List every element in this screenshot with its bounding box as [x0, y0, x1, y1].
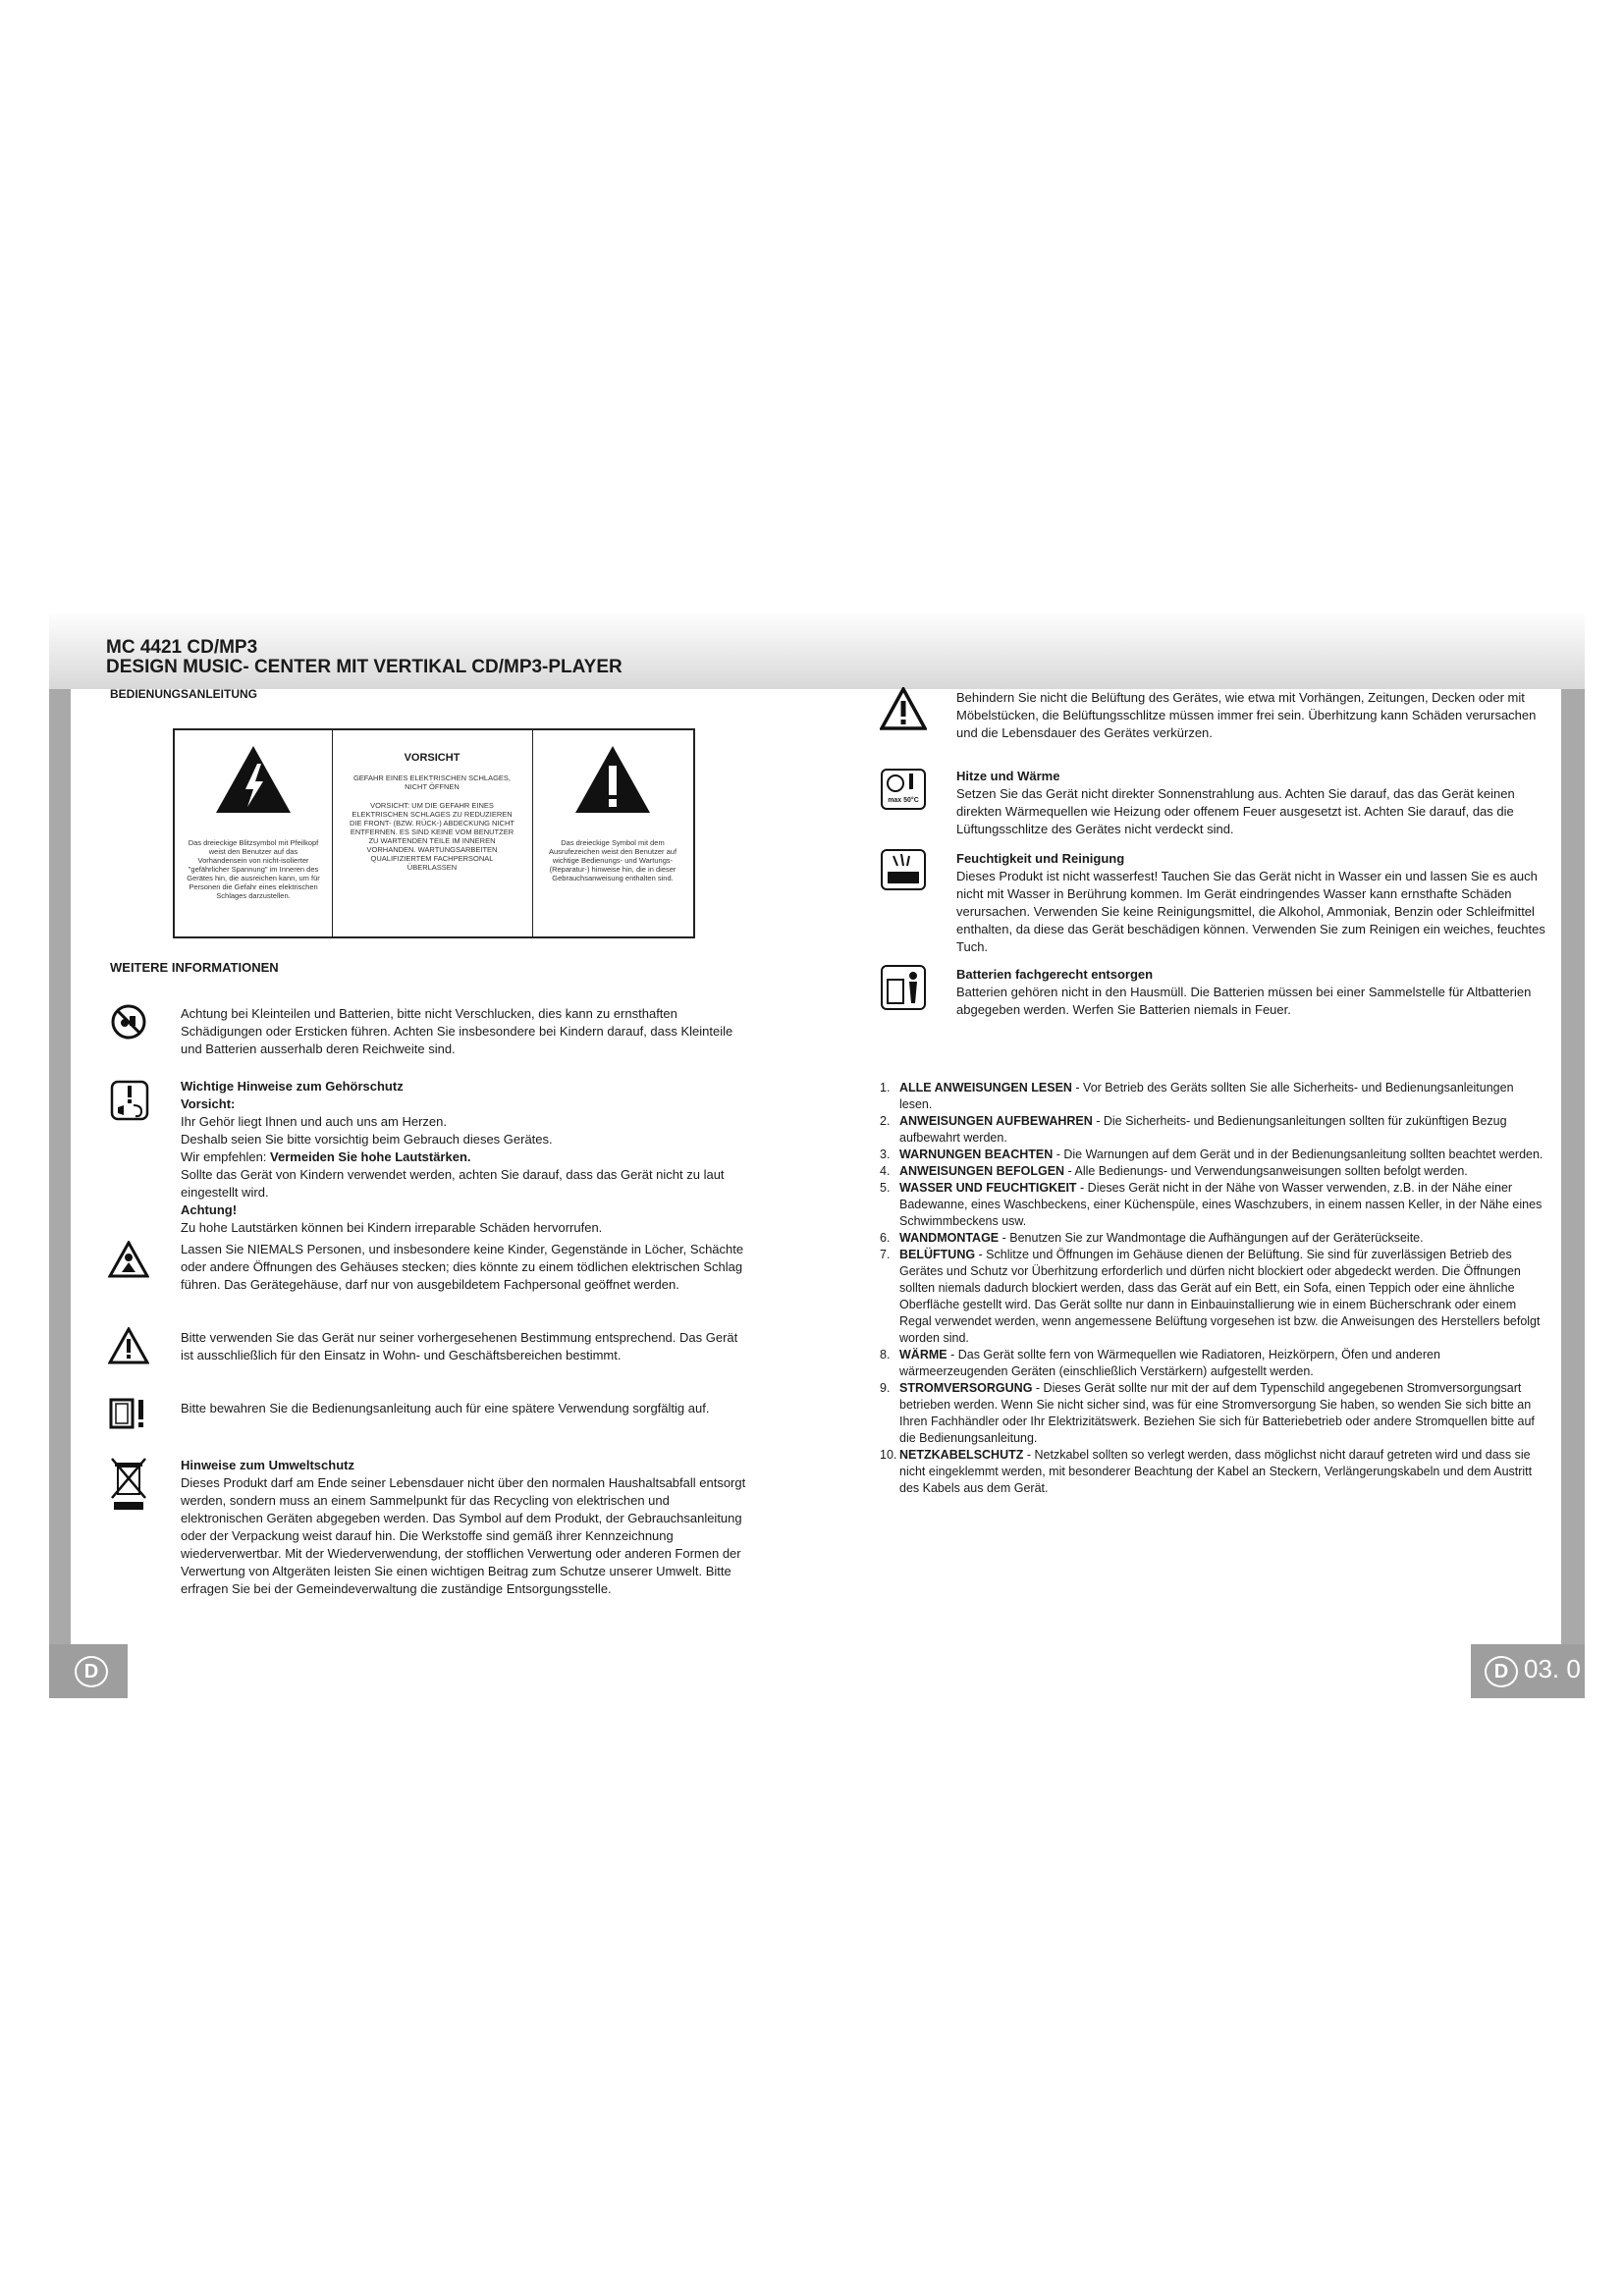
environment-section: [181, 1457, 754, 1598]
list-item-text: - Dieses Gerät sollte nur mit der auf dem Typenschild angegebenen Stromversorgungsart betrieben werden. Wenn Sie nicht sicher sind, was für eine Stromversorgung Sie haben, so wenden Sie sich bitte an Ihren Fachhändler oder Ihr Elektrizitätswerk. Beziehen Sie sich für Batteriebetrieb oder andere Stromquellen bitte auf die Bedienungsanleitung.: [899, 1381, 1535, 1445]
heat-temperature-icon: [880, 768, 927, 811]
manual-book-icon: [108, 1396, 149, 1431]
weee-bin-icon: [110, 1457, 147, 1512]
lightning-cell: [175, 730, 333, 936]
hearing-line-3: [181, 1148, 750, 1166]
safety-list-item: [880, 1447, 1543, 1497]
hearing-line-1: Ihr Gehör liegt Ihnen und auch uns am Herzen.: [181, 1114, 447, 1129]
environment-title: Hinweise zum Umweltschutz: [181, 1458, 354, 1472]
list-item-heading: STROMVERSORGUNG: [899, 1381, 1033, 1395]
safety-list-container: [880, 1080, 1543, 1497]
caution-title: VORSICHT: [404, 752, 460, 764]
manual-subtitle: BEDIENUNGSANLEITUNG: [110, 687, 258, 701]
list-item-text: - Schlitze und Öffnungen im Gehäuse dienen der Belüftung. Sie sind für zuverlässigen Betrieb des Gerätes und Schutz vor Überhitzung erforderlich und dürfen nicht blockiert oder abgedeckt werden. Die Öffnungen sollten niemals dadurch blockiert werden, dass das Gerät auf ein Bett, ein Sofa, einen Teppich oder eine ähnliche Oberfläche gestellt wird. Das Gerät sollte nur dann in Einbauinstallierung wie in einem Bücherschrank oder einem Regal verwendet werden, wenn angemessene Belüftung vorgesehen ist bzw. die Anweisungen des Herstellers befolgt worden sind.: [899, 1248, 1541, 1345]
safety-list-item: [880, 1247, 1543, 1347]
hearing-line-5: Zu hohe Lautstärken können bei Kindern irreparable Schäden hervorrufen.: [181, 1220, 603, 1235]
heat-title: Hitze und Wärme: [956, 769, 1060, 783]
humidity-text: Dieses Produkt ist nicht wasserfest! Tauchen Sie das Gerät nicht in Wasser ein und lassen Sie es auch nicht mit Wasser in Berührung kommen. Im Gerät eindringendes Wasser kann ernsthafte Schäden verursachen. Verwenden Sie keine Reinigungsmittel, die Alkohol, Ammoniak, Benzin oder Schleifmittel enthalten, da diese das Gerät beschädigen können. Verwenden Sie zum Reinigen ein weiches, feuchtes Tuch.: [956, 869, 1545, 954]
safety-list-item: [880, 1080, 1543, 1113]
further-info-heading: WEITERE INFORMATIONEN: [110, 960, 279, 975]
list-item-heading: ANWEISUNGEN AUFBEWAHREN: [899, 1114, 1093, 1128]
lightning-warning-icon: [214, 744, 293, 815]
safety-warning-box: [173, 728, 695, 938]
list-item-heading: WARNUNGEN BEACHTEN: [899, 1148, 1054, 1161]
page-number: 03. 0: [1524, 1654, 1581, 1683]
humidity-cleaning-icon: [880, 848, 927, 891]
exclamation-small-icon: [108, 1327, 149, 1364]
ventilation-warning-icon: [880, 687, 927, 730]
intended-use-text: Bitte verwenden Sie das Gerät nur seiner vorhergesehenen Bestimmung entsprechend. Das Gerät ist ausschließlich für den Einsatz in Wohn- und Geschäftsbereichen bestimmt.: [181, 1330, 738, 1362]
list-item-number: 3.: [880, 1148, 891, 1161]
safety-instructions-list: [880, 1080, 1543, 1497]
list-item-heading: ANWEISUNGEN BEFOLGEN: [899, 1164, 1065, 1178]
manual-spread: [49, 611, 1585, 1698]
hearing-line-2: Deshalb seien Sie bitte vorsichtig beim Gebrauch dieses Gerätes.: [181, 1132, 553, 1147]
manual-text: Bitte bewahren Sie die Bedienungsanleitung auch für eine spätere Verwendung sorgfältig auf.: [181, 1401, 710, 1415]
small-parts-text: Achtung bei Kleinteilen und Batterien, bitte nicht Verschlucken, dies kann zu ernsthaften Schädigungen oder Ersticken führen. Achten Sie insbesondere bei Kindern darauf, dass Kleinteile und Batterien ausserhalb deren Reichweite sind.: [181, 1006, 733, 1056]
list-item-text: - Netzkabel sollten so verlegt werden, dass möglichst nicht darauf getreten wird und dass sie nicht eingeklemmt werden, mit besonderer Beachtung der Kabel an Steckern, Verlängerungskabeln und dem Austritt des Kabels aus dem Gerät.: [899, 1448, 1533, 1495]
safety-list-item: [880, 1163, 1543, 1180]
caution-text-1: GEFAHR EINES ELEKTRISCHEN SCHLAGES, NICHT ÖFFNEN: [352, 774, 512, 791]
list-item-number: 6.: [880, 1231, 891, 1245]
battery-disposal-icon: [880, 964, 927, 1011]
list-item-number: 10.: [880, 1448, 897, 1462]
list-item-heading: WASSER UND FEUCHTIGKEIT: [899, 1181, 1077, 1195]
document-title: [106, 638, 623, 677]
hearing-section: [181, 1078, 750, 1237]
language-badge-right: D: [1485, 1656, 1518, 1687]
humidity-title: Feuchtigkeit und Reinigung: [956, 851, 1125, 866]
caution-text-2: VORSICHT: UM DIE GEFAHR EINES ELEKTRISCHEN SCHLAGES ZU REDUZIEREN DIE FRONT- (BZW. RÜCK-) ABDECKUNG NICHT ENTFERNEN. ES SIND KEINE VOM BENUTZER ZU WARTENDEN TEILE IM INNEREN VORHANDEN. WARTUNGSARBEITEN QUALIFIZIERTEM FACHPERSONAL ÜBERLASSEN: [350, 801, 514, 872]
product-title: DESIGN MUSIC- CENTER MIT VERTIKAL CD/MP3-PLAYER: [106, 657, 623, 677]
battery-title: Batterien fachgerecht entsorgen: [956, 967, 1154, 982]
exclamation-warning-icon: [573, 744, 652, 815]
list-item-text: - Die Warnungen auf dem Gerät und in der Bedienungsanleitung sollten beachtet werden.: [1053, 1148, 1543, 1161]
hearing-protection-icon: [110, 1080, 149, 1121]
list-item-heading: BELÜFTUNG: [899, 1248, 976, 1261]
child-shock-warning-icon: [108, 1241, 149, 1278]
hearing-recommend: Wir empfehlen:: [181, 1149, 271, 1164]
list-item-heading: NETZKABELSCHUTZ: [899, 1448, 1024, 1462]
list-item-text: - Dieses Gerät nicht in der Nähe von Wasser verwenden, z.B. in der Nähe einer Badewanne, eines Waschbeckens, einer Küchenspüle, eines Waschzubers, in einem nassen Keller, in der Nähe eines Schwimmbeckens usw.: [899, 1181, 1543, 1228]
safety-list-item: [880, 1113, 1543, 1147]
safety-list-item: [880, 1147, 1543, 1163]
battery-text: Batterien gehören nicht in den Hausmüll. Die Batterien müssen bei einer Sammelstelle für Altbatterien abgegeben werden. Werfen Sie Batterien niemals in Feuer.: [956, 985, 1532, 1017]
ventilation-text: Behindern Sie nicht die Belüftung des Gerätes, wie etwa mit Vorhängen, Zeitungen, Decken oder mit Möbelstücken, die Belüftungsschlitze müssen immer frei sein. Überhitzung kann Schäden verursachen und die Lebensdauer des Gerätes verkürzen.: [956, 690, 1537, 740]
right-side-bar: [1561, 689, 1585, 1698]
safety-list-item: [880, 1347, 1543, 1380]
list-item-number: 7.: [880, 1248, 891, 1261]
environment-text: Dieses Produkt darf am Ende seiner Lebensdauer nicht über den normalen Haushaltsabfall entsorgt werden, sondern muss an einem Sammelpunkt für das Recycling von elektrischen und elektronischen Geräten abgegeben werden. Das Symbol auf dem Produkt, der Gebrauchsanleitung oder der Verpackung weist darauf hin. Die Werkstoffe sind gemäß ihrer Kennzeichnung wiederverwertbar. Mit der Wiederverwendung, der stofflichen Verwertung oder anderen Formen der Verwertung von Altgeräten leisten Sie einen wichtigen Beitrag zum Schutze unserer Umwelt. Bitte erfragen Sie bei der Gemeindeverwaltung die zuständige Entsorgungsstelle.: [181, 1475, 746, 1596]
list-item-text: - Alle Bedienungs- und Verwendungsanweisungen sollten befolgt werden.: [1064, 1164, 1468, 1178]
heat-icon-label: max 50°C: [888, 797, 919, 804]
caution-cell: [332, 730, 533, 936]
lightning-text: Das dreieckige Blitzsymbol mit Pfeilkopf weist den Benutzer auf das Vorhandensein von nicht-isolierter "gefährlicher Spannung" im Inneren des Gerätes hin, die ausreichen kann, um für Personen die Gefahr eines elektrischen Schlages darzustellen.: [187, 838, 320, 900]
language-badge-left: D: [75, 1656, 108, 1687]
list-item-heading: ALLE ANWEISUNGEN LESEN: [899, 1081, 1072, 1095]
heat-section: [956, 768, 1557, 838]
list-item-number: 5.: [880, 1181, 891, 1195]
hearing-attention: Achtung!: [181, 1202, 238, 1217]
list-item-number: 1.: [880, 1081, 891, 1095]
hearing-line-4: Sollte das Gerät von Kindern verwendet werden, achten Sie darauf, dass das Gerät nicht zu laut eingestellt wird.: [181, 1167, 725, 1200]
heat-text: Setzen Sie das Gerät nicht direkter Sonnenstrahlung aus. Achten Sie darauf, das das Gerät keinen direkten Wärmequellen wie Heizung oder offenem Feuer ausgesetzt ist. Achten Sie darauf, das die Lüftungsschlitze des Gerätes nicht verdeckt sind.: [956, 786, 1515, 836]
children-text: Lassen Sie NIEMALS Personen, und insbesondere keine Kinder, Gegenstände in Löcher, Schächte oder andere Öffnungen des Gehäuses stecken; dies könnte zu einem tödlichen elektrischen Schlag führen. Das Gerätegehäuse, darf nur von ausgebildetem Fachpersonal geöffnet werden.: [181, 1242, 744, 1292]
exclamation-cell: [532, 730, 693, 936]
list-item-text: - Das Gerät sollte fern von Wärmequellen wie Radiatoren, Heizkörpern, Öfen und anderen wärmeerzeugenden Geräten (einschließlich Verstärkern) aufgestellt werden.: [899, 1348, 1440, 1378]
safety-list-item: [880, 1230, 1543, 1247]
list-item-text: - Die Sicherheits- und Bedienungsanleitungen sollten für zukünftigen Bezug aufbewahrt werden.: [899, 1114, 1507, 1145]
list-item-number: 8.: [880, 1348, 891, 1362]
exclamation-text: Das dreieckige Symbol mit dem Ausrufezeichen weist den Benutzer auf wichtige Bedienungs- und Wartungs- (Reparatur-) hinweise hin, die in dieser Gebrauchsanweisung enthalten sind.: [548, 838, 677, 882]
no-small-parts-icon: [110, 1003, 147, 1041]
list-item-text: - Benutzen Sie zur Wandmontage die Aufhängungen auf der Geräterückseite.: [999, 1231, 1424, 1245]
list-item-number: 2.: [880, 1114, 891, 1128]
hearing-caution: Vorsicht:: [181, 1096, 236, 1111]
list-item-number: 9.: [880, 1381, 891, 1395]
right-footer-bar: [1471, 1644, 1585, 1698]
list-item-heading: WÄRME: [899, 1348, 947, 1362]
humidity-section: [956, 850, 1557, 956]
list-item-heading: WANDMONTAGE: [899, 1231, 1000, 1245]
safety-list-item: [880, 1180, 1543, 1230]
list-item-text: - Vor Betrieb des Geräts sollten Sie alle Sicherheits- und Bedienungsanleitungen lesen.: [899, 1081, 1514, 1111]
list-item-number: 4.: [880, 1164, 891, 1178]
safety-list-item: [880, 1380, 1543, 1447]
hearing-title: Wichtige Hinweise zum Gehörschutz: [181, 1079, 404, 1094]
battery-section: [956, 966, 1557, 1019]
model-title: MC 4421 CD/MP3: [106, 637, 258, 658]
hearing-recommend-bold: Vermeiden Sie hohe Lautstärken.: [270, 1149, 471, 1164]
left-side-bar: [49, 689, 71, 1698]
left-footer-bar: [49, 1644, 128, 1698]
